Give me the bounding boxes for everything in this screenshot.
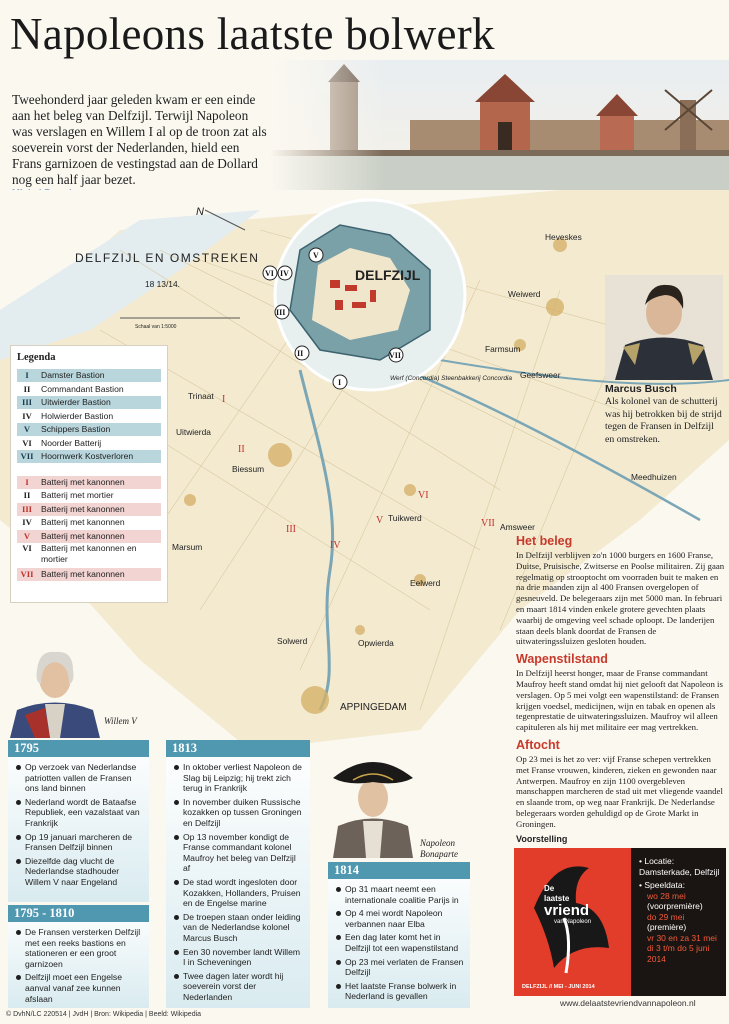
place-biessum: Biessum bbox=[232, 464, 265, 474]
place-farmsum: Farmsum bbox=[485, 344, 521, 354]
timeline-1795 bbox=[8, 740, 149, 902]
page-title: Napoleons laatste bolwerk bbox=[10, 9, 495, 59]
poster-title-3: vriend bbox=[544, 902, 590, 919]
place-meedhuizen: Meedhuizen bbox=[631, 472, 677, 482]
place-tuikwerd: Tuikwerd bbox=[388, 513, 422, 523]
svg-text:VI: VI bbox=[418, 490, 429, 501]
timeline-item: Op 19 januari marcheren de Fransen Delfzijl binnen bbox=[16, 832, 143, 853]
timeline-1814 bbox=[328, 862, 470, 1008]
napoleon-caption-1: Napoleon bbox=[420, 838, 455, 848]
napoleon-caption bbox=[420, 838, 458, 860]
timeline-item: De troepen staan onder leiding van de Nederlandse kolonel Marcus Busch bbox=[174, 912, 304, 944]
legend-battery-3: III Batterij met kanonnen bbox=[17, 503, 161, 516]
timeline-year: 1795 bbox=[8, 740, 149, 757]
timeline-item: Het laatste Franse bolwerk in Nederland is gevallen bbox=[336, 981, 464, 1002]
timeline-year: 1814 bbox=[328, 862, 470, 879]
info-location: • Locatie: Damsterkade, Delfzijl bbox=[639, 856, 720, 877]
info-date-3: vr 30 en za 31 mei bbox=[647, 932, 717, 943]
timeline-item: Op 4 mei wordt Napoleon verbannen naar Elba bbox=[336, 908, 464, 929]
legend-bastion-6: VI Noorder Batterij bbox=[17, 437, 161, 450]
legend-battery-4: IV Batterij met kanonnen bbox=[17, 516, 161, 529]
timeline-item: Op verzoek van Nederlandse patriotten vallen de Fransen ons land binnen bbox=[16, 762, 143, 794]
svg-text:II: II bbox=[238, 444, 245, 455]
voorstelling-title: Voorstelling bbox=[516, 834, 568, 844]
svg-text:IV: IV bbox=[280, 269, 289, 278]
info-date-1: wo 28 mei bbox=[647, 890, 686, 901]
legend-battery-1: I Batterij met kanonnen bbox=[17, 476, 161, 489]
place-amsweer: Amsweer bbox=[500, 522, 535, 532]
text-aftocht: Op 23 mei is het zo ver: vijf Franse schepen vertrekken met Franse vrouwen, kinderen, zieken en gewonden naar Antwerpen. Maufroy en zijn 1100 overgebleven manschappen marcheren de stad uit met vliegende vaandel en slaande trom, op weg naar Frankrijk. De Nederlandse belegeraars worden gehuldigd op de Grote Markt in Groningen. bbox=[516, 753, 723, 829]
svg-text:VI: VI bbox=[265, 269, 274, 278]
legend-bastion-5: V Schippers Bastion bbox=[17, 423, 161, 436]
map-title: DELFZIJL EN OMSTREKEN bbox=[75, 251, 260, 265]
inset-town: DELFZIJL bbox=[355, 267, 421, 283]
text-beleg: In Delfzijl verblijven zo'n 1000 burgers en 1600 Franse, Duitse, Pruisische, Zwitserse en Poolse militairen. Zij gaan regelmatig op strooptocht om voorraden buit te maken en na drie maanden zijn al 400 Fransen overgelopen of gesneuveld. De belegeraars zijn met 5000 man. In februari en maart 1814 vinden enkele grotere gevechten plaats waarbij de omgeving veel schade oploopt. De landerijen staan deels blank doordat de Fransen de uitwateringssluizen gesloten houden. bbox=[516, 550, 725, 647]
timeline-item: Nederland wordt de Bataafse Republiek, een vazalstaat van Frankrijk bbox=[16, 797, 143, 829]
poster-title-4: van Napoleon bbox=[554, 919, 592, 925]
place-solwerd: Solwerd bbox=[277, 636, 308, 646]
place-opwierda: Opwierda bbox=[358, 638, 394, 648]
poster-art bbox=[514, 848, 631, 996]
svg-text:VII: VII bbox=[389, 351, 402, 360]
place-uitwierda: Uitwierda bbox=[176, 427, 211, 437]
timeline-1795-1810 bbox=[8, 905, 149, 1008]
story-column bbox=[516, 532, 726, 830]
website-link[interactable]: www.delaatstevriendvannapoleon.nl bbox=[560, 998, 696, 1008]
info-date-2: do 29 mei bbox=[647, 911, 685, 922]
legend-title: Legenda bbox=[17, 352, 56, 363]
willem-caption: Willem V bbox=[104, 716, 137, 726]
info-date-4: di 3 t/m do 5 juni 2014 bbox=[647, 943, 710, 964]
poster-title-2: laatste bbox=[544, 894, 570, 903]
napoleon-caption-2: Bonaparte bbox=[420, 849, 458, 859]
timeline-year: 1795 - 1810 bbox=[8, 905, 149, 922]
busch-name: Marcus Busch bbox=[605, 383, 677, 395]
timeline-item: Op 31 maart neemt een internationale coalitie Parijs in bbox=[336, 884, 464, 905]
svg-text:I: I bbox=[338, 378, 342, 387]
timeline-item: Een dag later komt het in Delfzijl tot een wapenstilstand bbox=[336, 932, 464, 953]
legend-bastion-1: I Damster Bastion bbox=[17, 369, 161, 382]
text-wapenstilstand: In Delfzijl heerst honger, maar de Franse commandant Maufroy heeft stand omdat hij niet gelooft dat Napoleon is verslagen. Op 5 mei volgt een wapenstilstand: de Fransen krijgen voedsel, medicijnen, wijn en tabak en openen als tegenprestatie de uitwateringssluizen. Maufroy wil alleen capituleren als hij met militaire eer mag vertrekken. bbox=[516, 668, 723, 733]
info-date-1-note: (voorpremière) bbox=[647, 901, 703, 911]
timeline-item: Op 13 november kondigt de Franse commandant kolonel Maufroy het beleg van Delfzijl af bbox=[174, 832, 304, 874]
heading-aftocht: Aftocht bbox=[516, 737, 560, 752]
svg-text:V: V bbox=[313, 251, 319, 260]
info-date-2-note: (première) bbox=[647, 922, 687, 932]
svg-text:III: III bbox=[276, 308, 286, 317]
svg-text:II: II bbox=[297, 349, 304, 358]
timeline-year: 1813 bbox=[166, 740, 310, 757]
legend-bastion-4: IV Holwierder Bastion bbox=[17, 410, 161, 423]
poster-title-1: De bbox=[544, 884, 555, 893]
busch-text: Als kolonel van de schutterij was hij betrokken bij de strijd tegen de Fransen in Delfzijl en omstreken. bbox=[605, 396, 722, 445]
timeline-item: Twee dagen later wordt hij soeverein vorst der Nederlanden bbox=[174, 971, 304, 1003]
timeline-item: In oktober verliest Napoleon de Slag bij Leipzig; hij trekt zich terug in Frankrijk bbox=[174, 762, 304, 794]
svg-text:V: V bbox=[376, 515, 384, 526]
place-eelwerd: Eelwerd bbox=[410, 578, 441, 588]
legend-bastion-3: III Uitwierder Bastion bbox=[17, 396, 161, 409]
timeline-item: De Fransen versterken Delfzijl met een reeks bastions en stationeren er een groot garnizoen bbox=[16, 927, 143, 969]
place-heveskes: Heveskes bbox=[545, 232, 582, 242]
map-scale: Schaal van 1:5000 bbox=[135, 324, 177, 330]
timeline-item: Diezelfde dag vlucht de Nederlandse stadhouder Willem V naar Engeland bbox=[16, 856, 143, 888]
top-painting bbox=[270, 60, 729, 200]
heading-beleg: Het beleg bbox=[516, 534, 573, 548]
inset-label: Werf (Concordia) Steenbakkerij Concordia bbox=[390, 375, 512, 382]
legend-battery-6: VI Batterij met kanonnen en mortier bbox=[17, 543, 161, 567]
svg-text:I: I bbox=[222, 394, 226, 405]
poster-info bbox=[631, 848, 726, 996]
map-legend bbox=[10, 345, 168, 603]
timeline-item: Een 30 november landt Willem I in Scheveningen bbox=[174, 947, 304, 968]
place-appingedam: APPINGEDAM bbox=[340, 702, 407, 713]
legend-battery-2: II Batterij met mortier bbox=[17, 489, 161, 502]
legend-battery-5: V Batterij met kanonnen bbox=[17, 530, 161, 543]
timeline-1813 bbox=[166, 740, 310, 1008]
timeline-item: De stad wordt ingesloten door Kozakken, Hollanders, Pruisen en de Engelse marine bbox=[174, 877, 304, 909]
legend-bastion-7: VII Hoornwerk Kostverloren bbox=[17, 450, 161, 463]
intro-text: Tweehonderd jaar geleden kwam er een einde aan het beleg van Delfzijl. Terwijl Napoleon was verslagen en Willem I al op de troon zat als soeverein vorst der Nederlanden, hield een Frans garnizoen de vestingstad aan de Dollard nog een half jaar bezet. bbox=[12, 92, 267, 187]
info-dates-label: • Speeldata: bbox=[639, 880, 685, 890]
place-weiwerd: Weiwerd bbox=[508, 289, 541, 299]
place-trinaat: Trinaat bbox=[188, 391, 214, 401]
legend-bastion-2: II Commandant Bastion bbox=[17, 383, 161, 396]
svg-text:IV: IV bbox=[330, 540, 341, 551]
place-marsum: Marsum bbox=[172, 542, 203, 552]
busch-portrait bbox=[605, 275, 723, 380]
napoleon-portrait bbox=[328, 746, 418, 858]
place-geefsweer: Geefsweer bbox=[520, 370, 561, 380]
svg-text:III: III bbox=[286, 524, 296, 535]
timeline-item: Op 23 mei verlaten de Fransen Delfzijl bbox=[336, 957, 464, 978]
north-arrow: N bbox=[196, 206, 204, 218]
credits: © DvhN/LC 220514 | JvdH | Bron: Wikipedia | Beeld: Wikipedia bbox=[6, 1011, 202, 1018]
timeline-item: In november duiken Russische kozakken op tussen Groningen en Delfzijl bbox=[174, 797, 304, 829]
heading-wapenstilstand: Wapenstilstand bbox=[516, 652, 608, 667]
map-year: 18 13/14. bbox=[145, 279, 180, 289]
poster-footer: DELFZIJL // MEI - JUNI 2014 bbox=[522, 984, 595, 990]
svg-text:VII: VII bbox=[481, 518, 495, 529]
legend-battery-7: VII Batterij met kanonnen bbox=[17, 568, 161, 581]
timeline-item: Delfzijl moet een Engelse aanval vanaf zee kunnen afslaan bbox=[16, 972, 143, 1004]
willem-portrait bbox=[5, 640, 105, 738]
